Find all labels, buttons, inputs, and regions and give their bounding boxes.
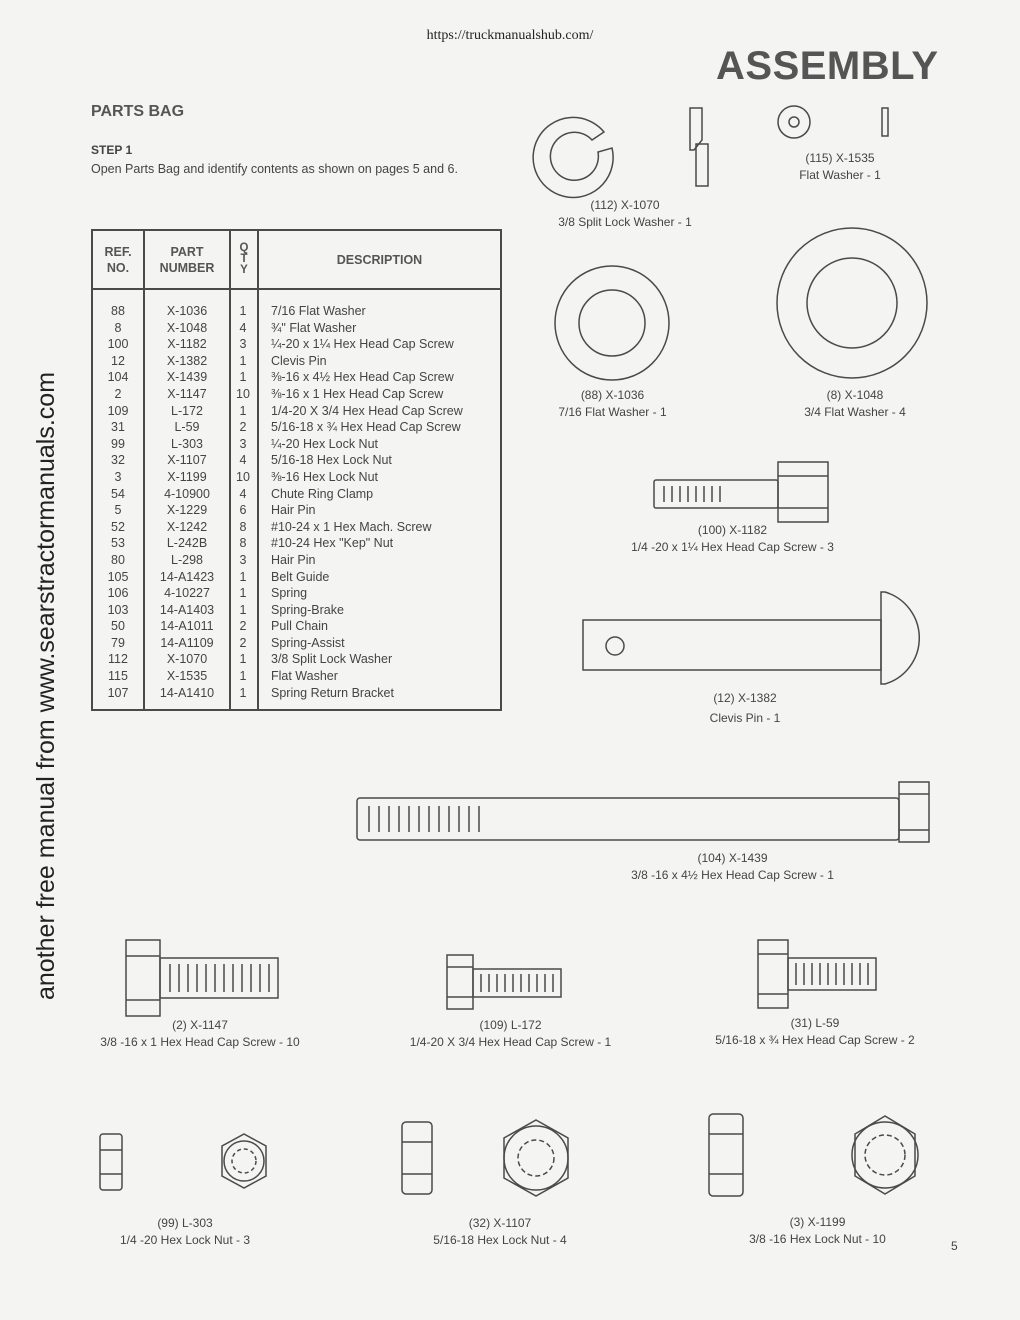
cell-ref: 2 <box>114 386 122 401</box>
watermark-text: another free manual from www.searstractormanuals.com <box>32 371 60 1000</box>
cell-description: ¾" Flat Washer <box>271 320 357 335</box>
cell-ref: 88 <box>111 304 125 318</box>
cell-ref: 100 <box>107 337 129 352</box>
cell-ref: 3 <box>114 469 122 484</box>
cell-qty: 4 <box>239 320 247 335</box>
cell-ref: 107 <box>107 685 129 700</box>
table-row <box>93 354 500 371</box>
cell-ref: 115 <box>108 669 128 684</box>
cell-qty: 2 <box>239 420 247 435</box>
cell-part-number: 4-10900 <box>164 486 210 501</box>
table-row <box>93 404 500 421</box>
cell-part-number: X-1199 <box>167 469 207 484</box>
table-row <box>93 420 500 437</box>
table-row <box>93 470 500 487</box>
cell-part-number: L-172 <box>171 403 203 418</box>
flat-washer-34-icon <box>775 226 929 380</box>
caption-88: (88) X-1036 7/16 Flat Washer - 1 <box>558 388 667 419</box>
cell-ref: 53 <box>111 536 125 551</box>
table-row <box>93 337 500 354</box>
cell-qty: 1 <box>239 353 247 368</box>
step-title: STEP 1 <box>91 143 133 157</box>
cell-description: 5/16-18 Hex Lock Nut <box>271 453 392 468</box>
cell-description: 7/16 Flat Washer <box>271 304 366 318</box>
cell-qty: 2 <box>239 635 247 650</box>
cell-part-number: X-1382 <box>166 353 208 368</box>
table-body <box>93 304 500 702</box>
caption-2: (2) X-1147 3/8 -16 x 1 Hex Head Cap Screw - 10 <box>100 1018 300 1049</box>
cell-ref: 79 <box>111 635 125 650</box>
table-header <box>93 231 500 290</box>
cell-ref: 31 <box>111 420 125 435</box>
cell-part-number: X-1070 <box>166 652 208 667</box>
cell-ref: 52 <box>111 519 125 534</box>
cell-part-number: L-298 <box>171 552 203 567</box>
cell-part-number: X-1036 <box>166 304 208 318</box>
cell-qty: 4 <box>239 453 247 468</box>
cell-qty: 8 <box>239 536 247 551</box>
cell-ref: 106 <box>107 586 129 601</box>
cell-description: ⅜-16 x 4½ Hex Head Cap Screw <box>271 370 454 385</box>
header-part: PART NUMBER <box>159 244 215 275</box>
table-row <box>93 652 500 669</box>
cell-part-number: 4-10227 <box>164 586 210 601</box>
header-ref: REF. NO. <box>104 244 132 275</box>
cell-qty: 3 <box>239 436 247 451</box>
cell-qty: 1 <box>239 569 247 584</box>
table-row <box>93 520 500 537</box>
cell-part-number: X-1107 <box>167 453 207 468</box>
cell-qty: 4 <box>239 486 247 501</box>
flat-washer-small-icon <box>776 104 896 140</box>
cell-part-number: L-303 <box>171 436 203 451</box>
cell-qty: 8 <box>239 519 247 534</box>
cell-qty: 3 <box>239 552 247 567</box>
cell-part-number: X-1147 <box>167 386 207 401</box>
caption-100: (100) X-1182 1/4 -20 x 1¼ Hex Head Cap Screw - 3 <box>631 523 834 554</box>
caption-104: (104) X-1439 3/8 -16 x 4½ Hex Head Cap Screw - 1 <box>631 851 834 882</box>
cell-ref: 109 <box>107 403 129 418</box>
cell-description: Chute Ring Clamp <box>271 486 374 501</box>
hex-nut-3-icon <box>705 1110 915 1204</box>
table-row <box>93 570 500 587</box>
cell-ref: 50 <box>111 619 125 634</box>
flat-washer-716-icon <box>553 264 671 382</box>
cell-description: Hair Pin <box>271 552 316 567</box>
cell-part-number: X-1535 <box>166 669 208 684</box>
cell-part-number: L-242B <box>166 536 208 551</box>
table-row <box>93 536 500 553</box>
cell-ref: 32 <box>111 453 125 468</box>
caption-31: (31) L-59 5/16-18 x ¾ Hex Head Cap Screw - 2 <box>715 1016 915 1047</box>
cell-qty: 1 <box>239 304 247 318</box>
split-lock-washer-side-icon <box>684 104 714 190</box>
hex-screw-31-icon <box>756 938 881 1010</box>
cell-description: ⅜-16 x 1 Hex Head Cap Screw <box>271 386 444 401</box>
cell-part-number: 14-A1410 <box>159 685 215 700</box>
cell-description: Spring-Brake <box>271 602 344 617</box>
cell-qty: 1 <box>239 652 247 667</box>
cell-part-number: L-59 <box>174 420 200 435</box>
table-row <box>93 321 500 338</box>
cell-ref: 5 <box>114 503 122 518</box>
cell-description: Spring <box>271 586 308 601</box>
cell-qty: 1 <box>239 370 247 385</box>
page-number: 5 <box>951 1239 958 1253</box>
hex-nut-32-icon <box>398 1116 588 1204</box>
caption-8: (8) X-1048 3/4 Flat Washer - 4 <box>804 388 906 419</box>
table-row <box>93 453 500 470</box>
header-qty: Q T Y <box>239 242 249 276</box>
table-row <box>93 586 500 603</box>
cell-qty: 1 <box>239 403 247 418</box>
clevis-pin-icon <box>581 590 936 686</box>
table-row <box>93 636 500 653</box>
table-row <box>93 603 500 620</box>
cell-part-number: X-1048 <box>166 320 208 335</box>
cell-part-number: X-1242 <box>166 519 208 534</box>
hex-nut-99-icon <box>96 1128 296 1198</box>
cell-qty: 10 <box>236 386 250 401</box>
table-row <box>93 304 500 321</box>
cell-description: Hair Pin <box>271 503 316 518</box>
cell-description: Pull Chain <box>271 619 328 634</box>
cell-ref: 104 <box>107 370 129 385</box>
cell-qty: 1 <box>239 685 247 700</box>
table-row <box>93 503 500 520</box>
hex-screw-109-icon <box>445 953 565 1013</box>
caption-12: (12) X-1382 Clevis Pin - 1 <box>709 691 781 725</box>
cell-ref: 12 <box>111 353 125 368</box>
cell-description: #10-24 Hex "Kep" Nut <box>271 536 394 551</box>
section-title: PARTS BAG <box>91 103 185 120</box>
cell-qty: 10 <box>236 469 250 484</box>
cell-description: #10-24 x 1 Hex Mach. Screw <box>271 519 432 534</box>
caption-99: (99) L-303 1/4 -20 Hex Lock Nut - 3 <box>119 1216 251 1247</box>
caption-112: (112) X-1070 3/8 Split Lock Washer - 1 <box>558 198 692 229</box>
cell-description: 3/8 Split Lock Washer <box>271 652 393 667</box>
table-row <box>93 669 500 686</box>
table-row <box>93 370 500 387</box>
cell-part-number: X-1439 <box>166 370 208 385</box>
table-row <box>93 686 500 703</box>
table-row <box>93 437 500 454</box>
table-row <box>93 553 500 570</box>
cell-ref: 103 <box>107 602 129 617</box>
cell-description: ¼-20 x 1¼ Hex Head Cap Screw <box>271 337 454 352</box>
cell-description: 1/4-20 X 3/4 Hex Head Cap Screw <box>271 403 463 418</box>
cell-description: Spring-Assist <box>271 635 345 650</box>
hex-screw-100-icon <box>652 460 832 524</box>
caption-109: (109) L-172 1/4-20 X 3/4 Hex Head Cap Screw - 1 <box>409 1018 612 1049</box>
cell-ref: 112 <box>108 652 128 667</box>
cell-part-number: X-1229 <box>166 503 208 518</box>
cell-description: Flat Washer <box>271 669 338 684</box>
cell-part-number: X-1182 <box>167 337 207 352</box>
caption-32: (32) X-1107 5/16-18 Hex Lock Nut - 4 <box>433 1216 567 1247</box>
table-row <box>93 487 500 504</box>
cell-description: 5/16-18 x ¾ Hex Head Cap Screw <box>271 420 461 435</box>
hex-screw-104-icon <box>355 780 935 844</box>
cell-qty: 1 <box>239 669 247 684</box>
cell-qty: 2 <box>239 619 247 634</box>
cell-ref: 99 <box>111 436 125 451</box>
table-row <box>93 619 500 636</box>
caption-3: (3) X-1199 3/8 -16 Hex Lock Nut - 10 <box>749 1215 886 1246</box>
cell-qty: 1 <box>239 586 247 601</box>
cell-description: Clevis Pin <box>271 353 327 368</box>
parts-table <box>91 229 502 711</box>
cell-part-number: 14-A1011 <box>160 619 214 634</box>
cell-part-number: 14-A1403 <box>159 602 215 617</box>
cell-qty: 3 <box>239 337 247 352</box>
cell-qty: 6 <box>239 503 247 518</box>
cell-description: Spring Return Bracket <box>271 685 394 700</box>
page-heading: ASSEMBLY <box>716 44 939 88</box>
cell-ref: 105 <box>107 569 129 584</box>
cell-description: Belt Guide <box>271 569 330 584</box>
cell-part-number: 14-A1423 <box>159 569 215 584</box>
caption-115: (115) X-1535 Flat Washer - 1 <box>799 151 881 182</box>
cell-description: ⅜-16 Hex Lock Nut <box>271 469 378 484</box>
cell-ref: 8 <box>114 320 122 335</box>
cell-part-number: 14-A1109 <box>160 635 214 650</box>
cell-ref: 80 <box>111 552 125 567</box>
table-row <box>93 387 500 404</box>
cell-ref: 54 <box>111 486 125 501</box>
source-url: https://truckmanualshub.com/ <box>426 28 594 43</box>
hex-screw-2-icon <box>124 938 284 1018</box>
step-text: Open Parts Bag and identify contents as shown on pages 5 and 6. <box>91 162 458 176</box>
split-lock-washer-icon <box>534 110 624 200</box>
cell-qty: 1 <box>239 602 247 617</box>
cell-description: ¼-20 Hex Lock Nut <box>271 436 378 451</box>
header-description: DESCRIPTION <box>336 252 423 267</box>
